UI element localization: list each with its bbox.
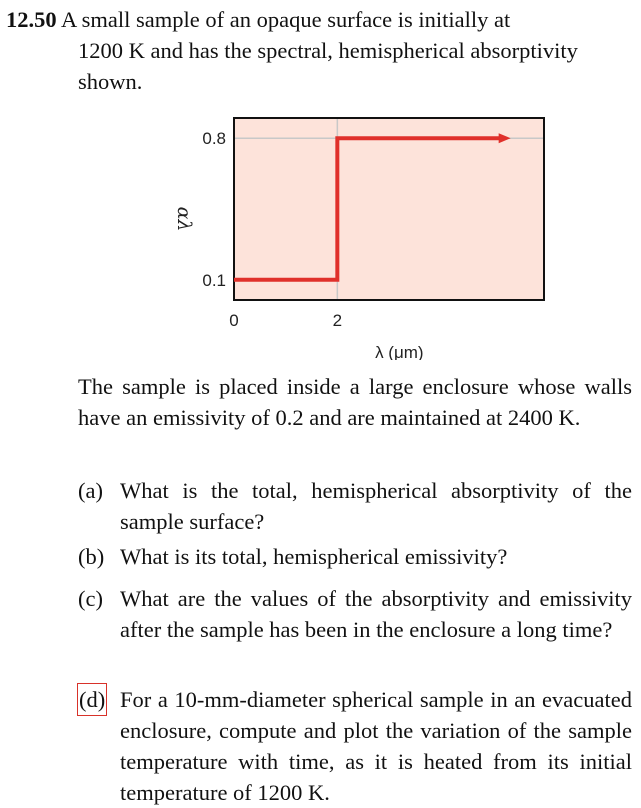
y-tick-label-0.1: 0.1	[202, 270, 226, 290]
part-a	[78, 475, 632, 537]
problem-body: The sample is placed inside a large enclosure whose walls have an emissivity of 0.2 and are maintained at 2400 K.	[78, 374, 632, 430]
part-c-text: What are the values of the absorptivity and emissivity after the sample has been in the enclosure a long time?	[120, 586, 632, 642]
x-axis-label: λ (μm)	[375, 343, 424, 360]
part-b-label: (b)	[78, 544, 105, 569]
problem-number: 12.50	[6, 7, 57, 32]
absorptivity-chart	[150, 110, 570, 360]
intro-line-2: 1200 K and has the spectral, hemispherical absorptivity	[78, 38, 578, 63]
part-a-label: (a)	[78, 478, 103, 503]
intro-line-1: A small sample of an opaque surface is initially at	[61, 7, 511, 32]
part-a-text: What is the total, hemispherical absorptivity of the sample surface?	[120, 478, 632, 534]
part-c	[78, 583, 632, 645]
y-tick-label-0.8: 0.8	[202, 129, 226, 149]
x-tick-label-0: 0	[229, 311, 239, 330]
part-d-label: (d)	[78, 684, 106, 715]
part-b-text: What is its total, hemispherical emissivity?	[120, 544, 508, 569]
problem-intro	[6, 4, 632, 97]
part-b	[78, 541, 632, 572]
part-d-text: For a 10-mm-diameter spherical sample in an evacuated enclosure, compute and plot the variation of the sample temperature with time, as it is heated from its initial temperature of 1200 K.	[120, 687, 632, 805]
x-tick-label-2: 2	[332, 311, 343, 330]
part-c-label: (c)	[78, 586, 103, 611]
plot-area	[234, 118, 544, 300]
y-axis-label: αλ	[173, 206, 195, 232]
part-d	[78, 684, 632, 808]
intro-line-3: shown.	[78, 69, 143, 94]
